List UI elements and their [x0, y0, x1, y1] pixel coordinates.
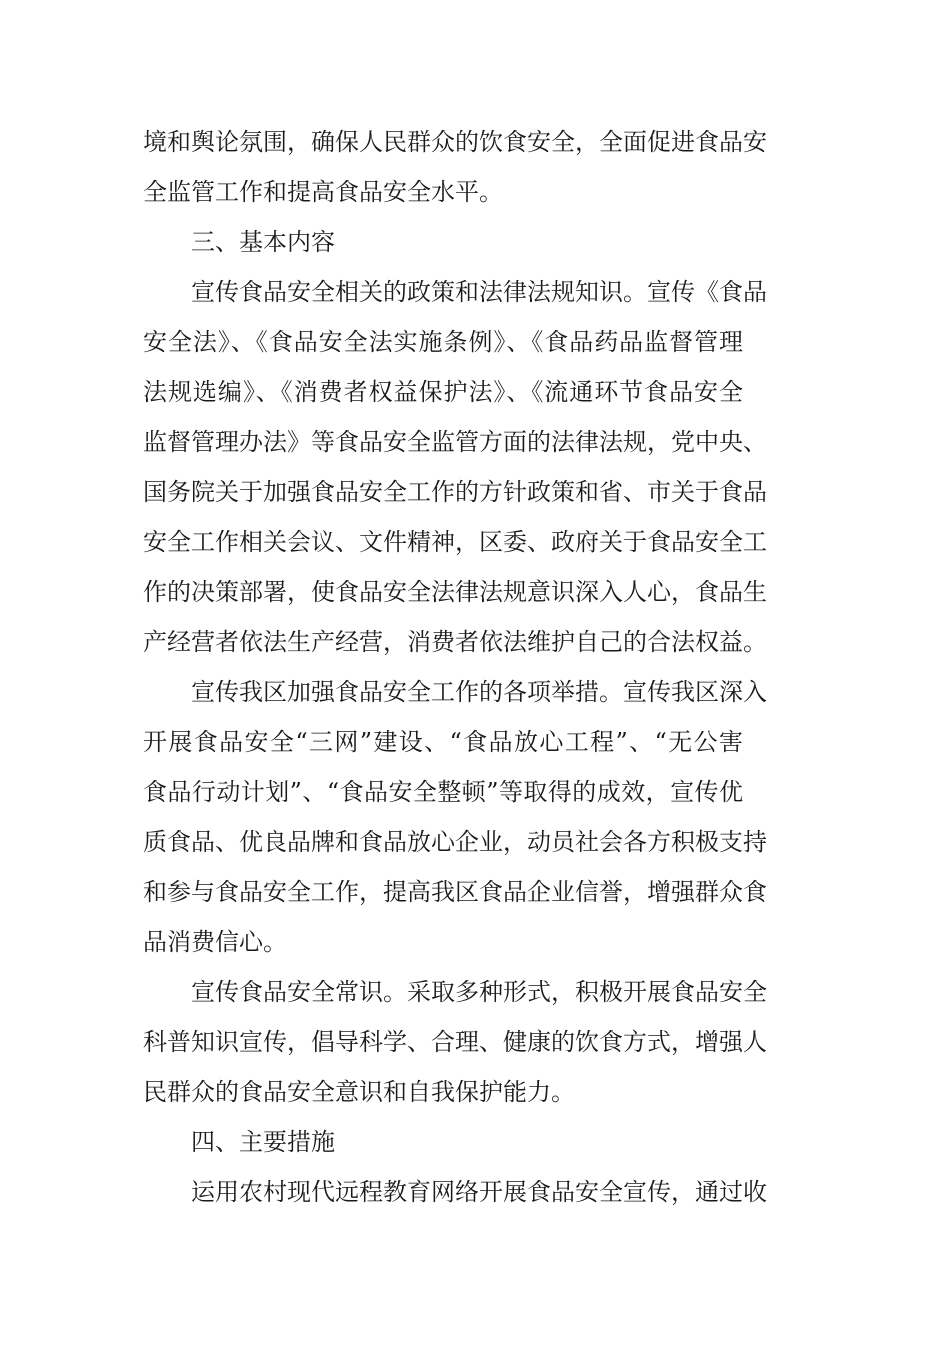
text-line: 安全法》、《食品安全法实施条例》、《食品药品监督管理 — [143, 328, 743, 356]
text-line: 品消费信心。 — [143, 928, 287, 956]
text-line: 开展食品安全“三网”建设、“食品放心工程”、“无公害 — [143, 728, 743, 756]
section-heading: 四、主要措施 — [191, 1128, 335, 1156]
text-line: 监督管理办法》等食品安全监管方面的法律法规，党中央、 — [143, 428, 767, 456]
text-line: 作的决策部署，使食品安全法律法规意识深入人心，食品生 — [143, 578, 767, 606]
text-line: 民群众的食品安全意识和自我保护能力。 — [143, 1078, 575, 1106]
text-line: 科普知识宣传，倡导科学、合理、健康的饮食方式，增强人 — [143, 1028, 767, 1056]
text-line: 境和舆论氛围，确保人民群众的饮食安全，全面促进食品安 — [143, 128, 767, 156]
text-line: 宣传食品安全常识。采取多种形式，积极开展食品安全 — [191, 978, 767, 1006]
text-line: 质食品、优良品牌和食品放心企业，动员社会各方积极支持 — [143, 828, 767, 856]
document-body — [143, 117, 767, 1217]
text-line: 国务院关于加强食品安全工作的方针政策和省、市关于食品 — [143, 478, 767, 506]
text-line: 宣传食品安全相关的政策和法律法规知识。宣传《食品 — [191, 278, 767, 306]
text-line: 法规选编》、《消费者权益保护法》、《流通环节食品安全 — [143, 378, 743, 406]
text-line: 产经营者依法生产经营，消费者依法维护自己的合法权益。 — [143, 628, 767, 656]
text-line: 和参与食品安全工作，提高我区食品企业信誉，增强群众食 — [143, 878, 767, 906]
section-heading: 三、基本内容 — [191, 228, 335, 256]
text-line: 全监管工作和提高食品安全水平。 — [143, 178, 503, 206]
text-line: 宣传我区加强食品安全工作的各项举措。宣传我区深入 — [191, 678, 767, 706]
text-line: 运用农村现代远程教育网络开展食品安全宣传，通过收 — [191, 1178, 767, 1206]
text-line: 安全工作相关会议、文件精神，区委、政府关于食品安全工 — [143, 528, 767, 556]
text-line: 食品行动计划”、“食品安全整顿”等取得的成效，宣传优 — [143, 778, 743, 806]
